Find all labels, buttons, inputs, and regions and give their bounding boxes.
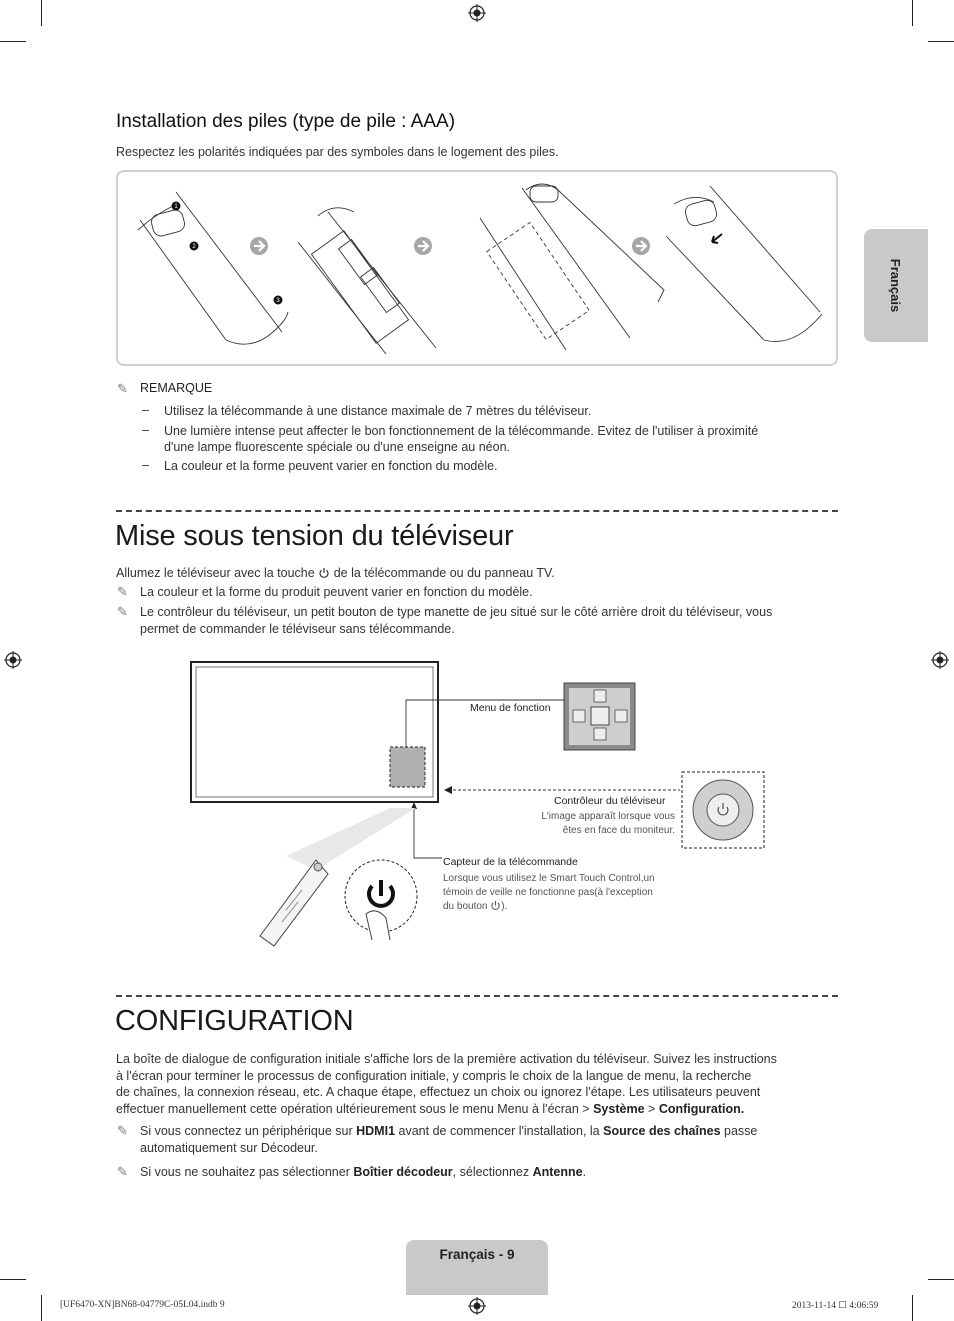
config-text: .	[582, 1165, 587, 1179]
sensor-desc	[443, 872, 655, 914]
config-text: passe	[724, 1124, 758, 1138]
config-text: Si vous ne souhaitez pas sélectionner	[140, 1165, 350, 1179]
sensor-desc-line: témoin de veille ne fonctionne pas(à l'exception	[443, 887, 653, 898]
power-note-1: La couleur et la forme du produit peuvent varier en fonction du modèle.	[140, 585, 533, 599]
config-section-title: CONFIGURATION	[115, 1005, 354, 1037]
arrow-right-circle-icon	[250, 237, 650, 255]
crop-mark	[928, 1279, 954, 1280]
config-paragraph: La boîte de dialogue de configuration initiale s'affiche lors de la première activation du téléviseur. Suivez les instructions	[116, 1052, 777, 1066]
power-note-2: Le contrôleur du téléviseur, un petit bouton de type manette de jeu situé sur le côté arrière droit du téléviseur, vous	[140, 605, 773, 619]
battery-section-title: Installation des piles (type de pile : AAA)	[116, 111, 456, 132]
config-paragraph: de chaînes, la connexion réseau, etc. A chaque étape, effectuez un choix ou ignorez l'étape. Les utilisateurs peuvent	[116, 1085, 761, 1099]
crop-mark	[41, 0, 42, 26]
pencil-note-icon: ✎	[117, 604, 128, 619]
config-text: , sélectionnez	[452, 1165, 530, 1179]
hdmi1-term: HDMI1	[356, 1124, 396, 1138]
config-text: avant de commencer l'installation, la	[398, 1124, 600, 1138]
battery-illustration-box	[116, 170, 838, 366]
power-section-title: Mise sous tension du téléviseur	[115, 520, 514, 552]
battery-steps-illustration	[118, 172, 836, 364]
menu-path-system: Système	[593, 1102, 645, 1116]
tv-controller-icon	[682, 772, 764, 848]
sensor-desc-part: du bouton	[443, 901, 488, 912]
step-number: 3	[276, 298, 280, 304]
menu-path-configuration: Configuration.	[658, 1102, 745, 1116]
crop-mark	[912, 1295, 913, 1321]
remote-control-icon	[260, 860, 328, 946]
menu-path-separator: >	[648, 1102, 656, 1116]
list-bullet: –	[142, 423, 149, 437]
crop-mark	[0, 41, 26, 42]
controller-label: Contrôleur du téléviseur	[554, 795, 666, 807]
language-side-tab	[864, 229, 928, 342]
battery-intro: Respectez les polarités indiquées par des symboles dans le logement des piles.	[116, 145, 559, 159]
list-item: La couleur et la forme peuvent varier en fonction du modèle.	[164, 459, 498, 473]
config-text: effectuer manuellement cette opération ultérieurement sous le menu Menu à l'écran >	[116, 1102, 590, 1116]
crop-mark	[0, 1279, 26, 1280]
menu-label: Menu de fonction	[470, 702, 551, 714]
config-note-2	[140, 1164, 586, 1181]
page-number-tab	[406, 1240, 548, 1295]
source-term: Source des chaînes	[603, 1124, 721, 1138]
controller-desc-line: êtes en face du moniteur.	[562, 825, 675, 836]
config-paragraph	[116, 1101, 744, 1118]
side-tab-label: Français	[888, 258, 904, 313]
crop-mark	[41, 1295, 42, 1321]
pencil-note-icon: ✎	[117, 1123, 128, 1138]
list-bullet: –	[142, 458, 149, 472]
registration-mark-icon	[468, 4, 486, 22]
step-number: 2	[192, 244, 196, 250]
sensor-desc-line: Lorsque vous utilisez le Smart Touch Control,un	[443, 873, 655, 884]
print-slug-right: 2013-11-14 ☐ 4:06:59	[792, 1301, 879, 1311]
controller-desc-line: L'image apparaît lorsque vous	[541, 811, 675, 822]
list-item: Une lumière intense peut affecter le bon fonctionnement de la télécommande. Evitez de l'utiliser à proximité	[164, 424, 759, 438]
controller-desc	[532, 810, 675, 838]
list-item: d'une lampe fluorescente spéciale ou d'une enseigne au néon.	[164, 440, 511, 454]
power-icon	[318, 567, 330, 579]
power-intro	[116, 565, 555, 582]
power-intro-part: de la télécommande ou du panneau TV.	[333, 566, 555, 580]
config-note-1	[140, 1123, 757, 1140]
step-number: 1	[174, 204, 178, 210]
registration-mark-icon	[931, 651, 949, 669]
print-slug-left: [UF6470-XN]BN68-04779C-05L04.indb 9	[60, 1300, 225, 1310]
config-paragraph: à l'écran pour terminer le processus de configuration initiale, y compris le choix de la langue de menu, la recherche	[116, 1069, 752, 1083]
tv-controller-area	[390, 747, 425, 787]
section-divider	[116, 995, 838, 997]
sensor-label: Capteur de la télécommande	[443, 856, 578, 868]
power-note-2-cont: permet de commander le téléviseur sans télécommande.	[140, 622, 455, 636]
section-divider	[116, 510, 838, 512]
crop-mark	[912, 0, 913, 26]
registration-mark-icon	[4, 651, 22, 669]
note-heading: REMARQUE	[140, 381, 213, 395]
pencil-note-icon: ✎	[117, 584, 128, 599]
registration-mark-icon	[468, 1297, 486, 1315]
config-note-1-cont: automatiquement sur Décodeur.	[140, 1141, 318, 1155]
crop-mark	[928, 41, 954, 42]
config-text: Si vous connectez un périphérique sur	[140, 1124, 353, 1138]
power-icon	[490, 900, 501, 911]
page-number: Français - 9	[439, 1247, 515, 1262]
list-item: Utilisez la télécommande à une distance maximale de 7 mètres du téléviseur.	[164, 404, 592, 418]
decoder-term: Boîtier décodeur	[353, 1165, 453, 1179]
step-marker	[172, 202, 283, 305]
power-intro-part: Allumez le téléviseur avec la touche	[116, 566, 315, 580]
antenna-term: Antenne	[532, 1165, 583, 1179]
sensor-desc-line	[443, 900, 655, 914]
pencil-note-icon: ✎	[117, 381, 128, 396]
function-menu-icon	[564, 683, 635, 750]
sensor-desc-part: ).	[501, 901, 508, 912]
list-bullet: –	[142, 403, 149, 417]
pencil-note-icon: ✎	[117, 1164, 128, 1179]
